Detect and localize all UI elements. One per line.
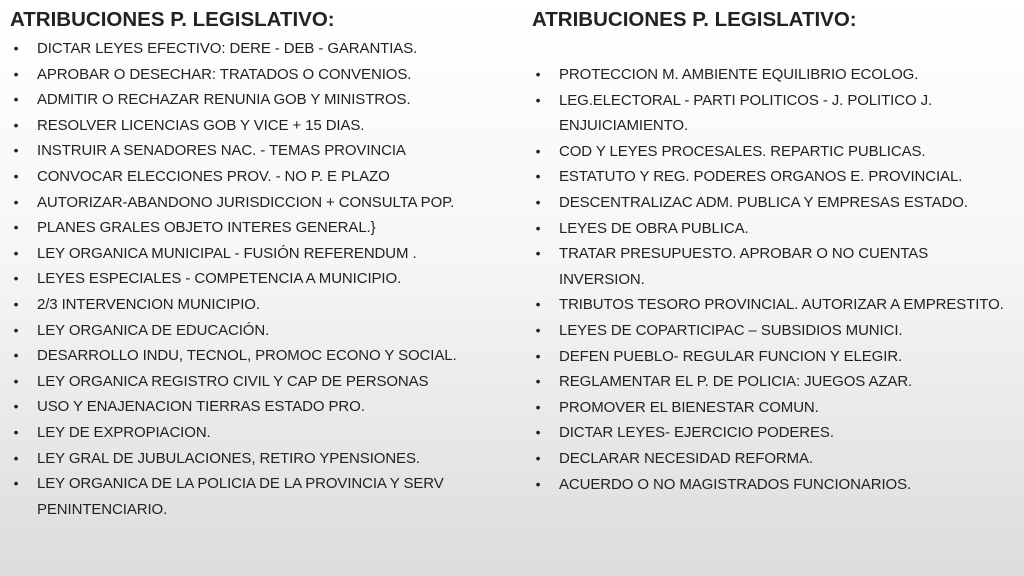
bullet-icon: • bbox=[13, 398, 19, 415]
list-item-text: LEY ORGANICA MUNICIPAL - FUSIÓN REFERENDUM . bbox=[37, 244, 417, 262]
bullet-icon: • bbox=[535, 66, 541, 82]
list-item-text: LEYES ESPECIALES - COMPETENCIA A MUNICIPIO. bbox=[37, 270, 402, 288]
bullet-icon: • bbox=[13, 423, 19, 440]
list-item-text: LEYES DE OBRA PUBLICA. bbox=[559, 219, 749, 237]
bullet-icon: • bbox=[13, 219, 19, 236]
list-item bbox=[10, 343, 510, 369]
list-item bbox=[10, 113, 510, 139]
right-column-title: ATRIBUCIONES P. LEGISLATIVO: bbox=[532, 8, 857, 31]
list-item bbox=[10, 420, 510, 446]
bullet-icon: • bbox=[535, 91, 541, 108]
bullet-icon: • bbox=[13, 270, 19, 287]
left-column bbox=[10, 6, 510, 522]
list-item-text: PROMOVER EL BIENESTAR COMUN. bbox=[559, 398, 819, 416]
bullet-icon: • bbox=[13, 449, 19, 466]
list-item-text: AUTORIZAR-ABANDONO JURISDICCION + CONSULTA POP. bbox=[37, 193, 455, 211]
bullet-icon: • bbox=[535, 347, 541, 364]
list-item bbox=[532, 318, 1010, 344]
list-item-text: REGLAMENTAR EL P. DE POLICIA: JUEGOS AZAR. bbox=[559, 373, 913, 391]
right-bullet-list bbox=[532, 62, 1010, 497]
bullet-icon: • bbox=[13, 372, 19, 389]
bullet-icon: • bbox=[535, 168, 541, 185]
left-bullet-list bbox=[10, 36, 510, 522]
list-item bbox=[10, 292, 510, 318]
bullet-icon: • bbox=[13, 321, 19, 338]
list-item-text: PLANES GRALES OBJETO INTERES GENERAL.} bbox=[37, 219, 376, 237]
list-item-text: LEG.ELECTORAL - PARTI POLITICOS - J. POLITICO J. ENJUICIAMIENTO. bbox=[559, 91, 933, 135]
bullet-icon: • bbox=[13, 40, 19, 56]
list-item-text: DICTAR LEYES EFECTIVO: DERE - DEB - GARANTIAS. bbox=[37, 40, 418, 57]
bullet-icon: • bbox=[535, 296, 541, 313]
bullet-icon: • bbox=[13, 244, 19, 261]
list-item bbox=[10, 318, 510, 344]
list-item-text: LEY ORGANICA DE LA POLICIA DE LA PROVINCIA Y SERV PENINTENCIARIO. bbox=[37, 475, 444, 518]
bullet-icon: • bbox=[13, 193, 19, 210]
list-item bbox=[10, 87, 510, 113]
list-item bbox=[532, 190, 1010, 216]
list-item bbox=[10, 471, 510, 522]
list-item bbox=[532, 395, 1010, 421]
list-item-text: TRIBUTOS TESORO PROVINCIAL. AUTORIZAR A EMPRESTITO. bbox=[559, 296, 1004, 314]
list-item bbox=[10, 62, 510, 88]
list-item bbox=[532, 420, 1010, 446]
list-item-text: ESTATUTO Y REG. PODERES ORGANOS E. PROVINCIAL. bbox=[559, 168, 963, 186]
list-item bbox=[10, 138, 510, 164]
list-item-text: ADMITIR O RECHAZAR RENUNIA GOB Y MINISTROS. bbox=[37, 91, 411, 109]
left-column-title: ATRIBUCIONES P. LEGISLATIVO: bbox=[10, 8, 335, 31]
bullet-icon: • bbox=[535, 321, 541, 338]
list-item bbox=[10, 215, 510, 241]
list-item-text: PROTECCION M. AMBIENTE EQUILIBRIO ECOLOG. bbox=[559, 66, 919, 83]
list-item-text: LEY DE EXPROPIACION. bbox=[37, 423, 211, 441]
list-item bbox=[10, 190, 510, 216]
list-item bbox=[10, 266, 510, 292]
bullet-icon: • bbox=[13, 167, 19, 184]
list-item-text: LEY GRAL DE JUBULACIONES, RETIRO YPENSIONES. bbox=[37, 449, 420, 467]
list-item-text: LEY ORGANICA REGISTRO CIVIL Y CAP DE PERSONAS bbox=[37, 372, 429, 390]
list-item-text: USO Y ENAJENACION TIERRAS ESTADO PRO. bbox=[37, 398, 365, 416]
bullet-icon: • bbox=[13, 142, 19, 159]
list-item-text: APROBAR O DESECHAR: TRATADOS O CONVENIOS. bbox=[37, 65, 412, 83]
list-item bbox=[10, 241, 510, 267]
bullet-icon: • bbox=[535, 373, 541, 390]
bullet-icon: • bbox=[535, 449, 541, 466]
list-item-text: ACUERDO O NO MAGISTRADOS FUNCIONARIOS. bbox=[559, 475, 912, 493]
bullet-icon: • bbox=[13, 65, 19, 82]
list-item-text: LEYES DE COPARTICIPAC – SUBSIDIOS MUNICI. bbox=[559, 321, 903, 339]
bullet-icon: • bbox=[535, 142, 541, 159]
list-item bbox=[10, 394, 510, 420]
list-item-text: LEY ORGANICA DE EDUCACIÓN. bbox=[37, 321, 270, 339]
list-item bbox=[532, 62, 1010, 88]
list-item-text: DECLARAR NECESIDAD REFORMA. bbox=[559, 449, 814, 467]
list-item bbox=[532, 369, 1010, 395]
list-item bbox=[532, 164, 1010, 190]
list-item-text: TRATAR PRESUPUESTO. APROBAR O NO CUENTAS INVERSION. bbox=[559, 245, 929, 288]
bullet-icon: • bbox=[13, 116, 19, 133]
right-column bbox=[532, 6, 1010, 497]
bullet-icon: • bbox=[535, 219, 541, 236]
list-item bbox=[532, 88, 1010, 139]
list-item bbox=[10, 446, 510, 472]
list-item-text: CONVOCAR ELECCIONES PROV. - NO P. E PLAZO bbox=[37, 167, 390, 185]
list-item-text: DESARROLLO INDU, TECNOL, PROMOC ECONO Y SOCIAL. bbox=[37, 347, 457, 365]
list-item bbox=[532, 241, 1010, 292]
list-item bbox=[532, 292, 1010, 318]
list-item bbox=[532, 139, 1010, 165]
list-item bbox=[10, 369, 510, 395]
bullet-icon: • bbox=[13, 347, 19, 364]
bullet-icon: • bbox=[535, 193, 541, 210]
list-item bbox=[532, 344, 1010, 370]
bullet-icon: • bbox=[535, 424, 541, 441]
bullet-icon: • bbox=[535, 398, 541, 415]
list-item bbox=[532, 216, 1010, 242]
bullet-icon: • bbox=[13, 91, 19, 108]
list-item bbox=[532, 446, 1010, 472]
list-item bbox=[532, 472, 1010, 498]
list-item-text: DESCENTRALIZAC ADM. PUBLICA Y EMPRESAS ESTADO. bbox=[559, 193, 968, 211]
list-item bbox=[10, 164, 510, 190]
bullet-icon: • bbox=[535, 475, 541, 492]
list-item-text: DEFEN PUEBLO- REGULAR FUNCION Y ELEGIR. bbox=[559, 347, 903, 365]
bullet-icon: • bbox=[13, 475, 19, 492]
list-item-text: DICTAR LEYES- EJERCICIO PODERES. bbox=[559, 424, 834, 442]
list-item bbox=[10, 36, 510, 62]
bullet-icon: • bbox=[13, 295, 19, 312]
list-item-text: RESOLVER LICENCIAS GOB Y VICE + 15 DIAS. bbox=[37, 116, 365, 134]
list-item-text: INSTRUIR A SENADORES NAC. - TEMAS PROVINCIA bbox=[37, 142, 406, 160]
list-item-text: COD Y LEYES PROCESALES. REPARTIC PUBLICAS. bbox=[559, 142, 926, 160]
bullet-icon: • bbox=[535, 245, 541, 262]
list-item-text: 2/3 INTERVENCION MUNICIPIO. bbox=[37, 295, 260, 313]
